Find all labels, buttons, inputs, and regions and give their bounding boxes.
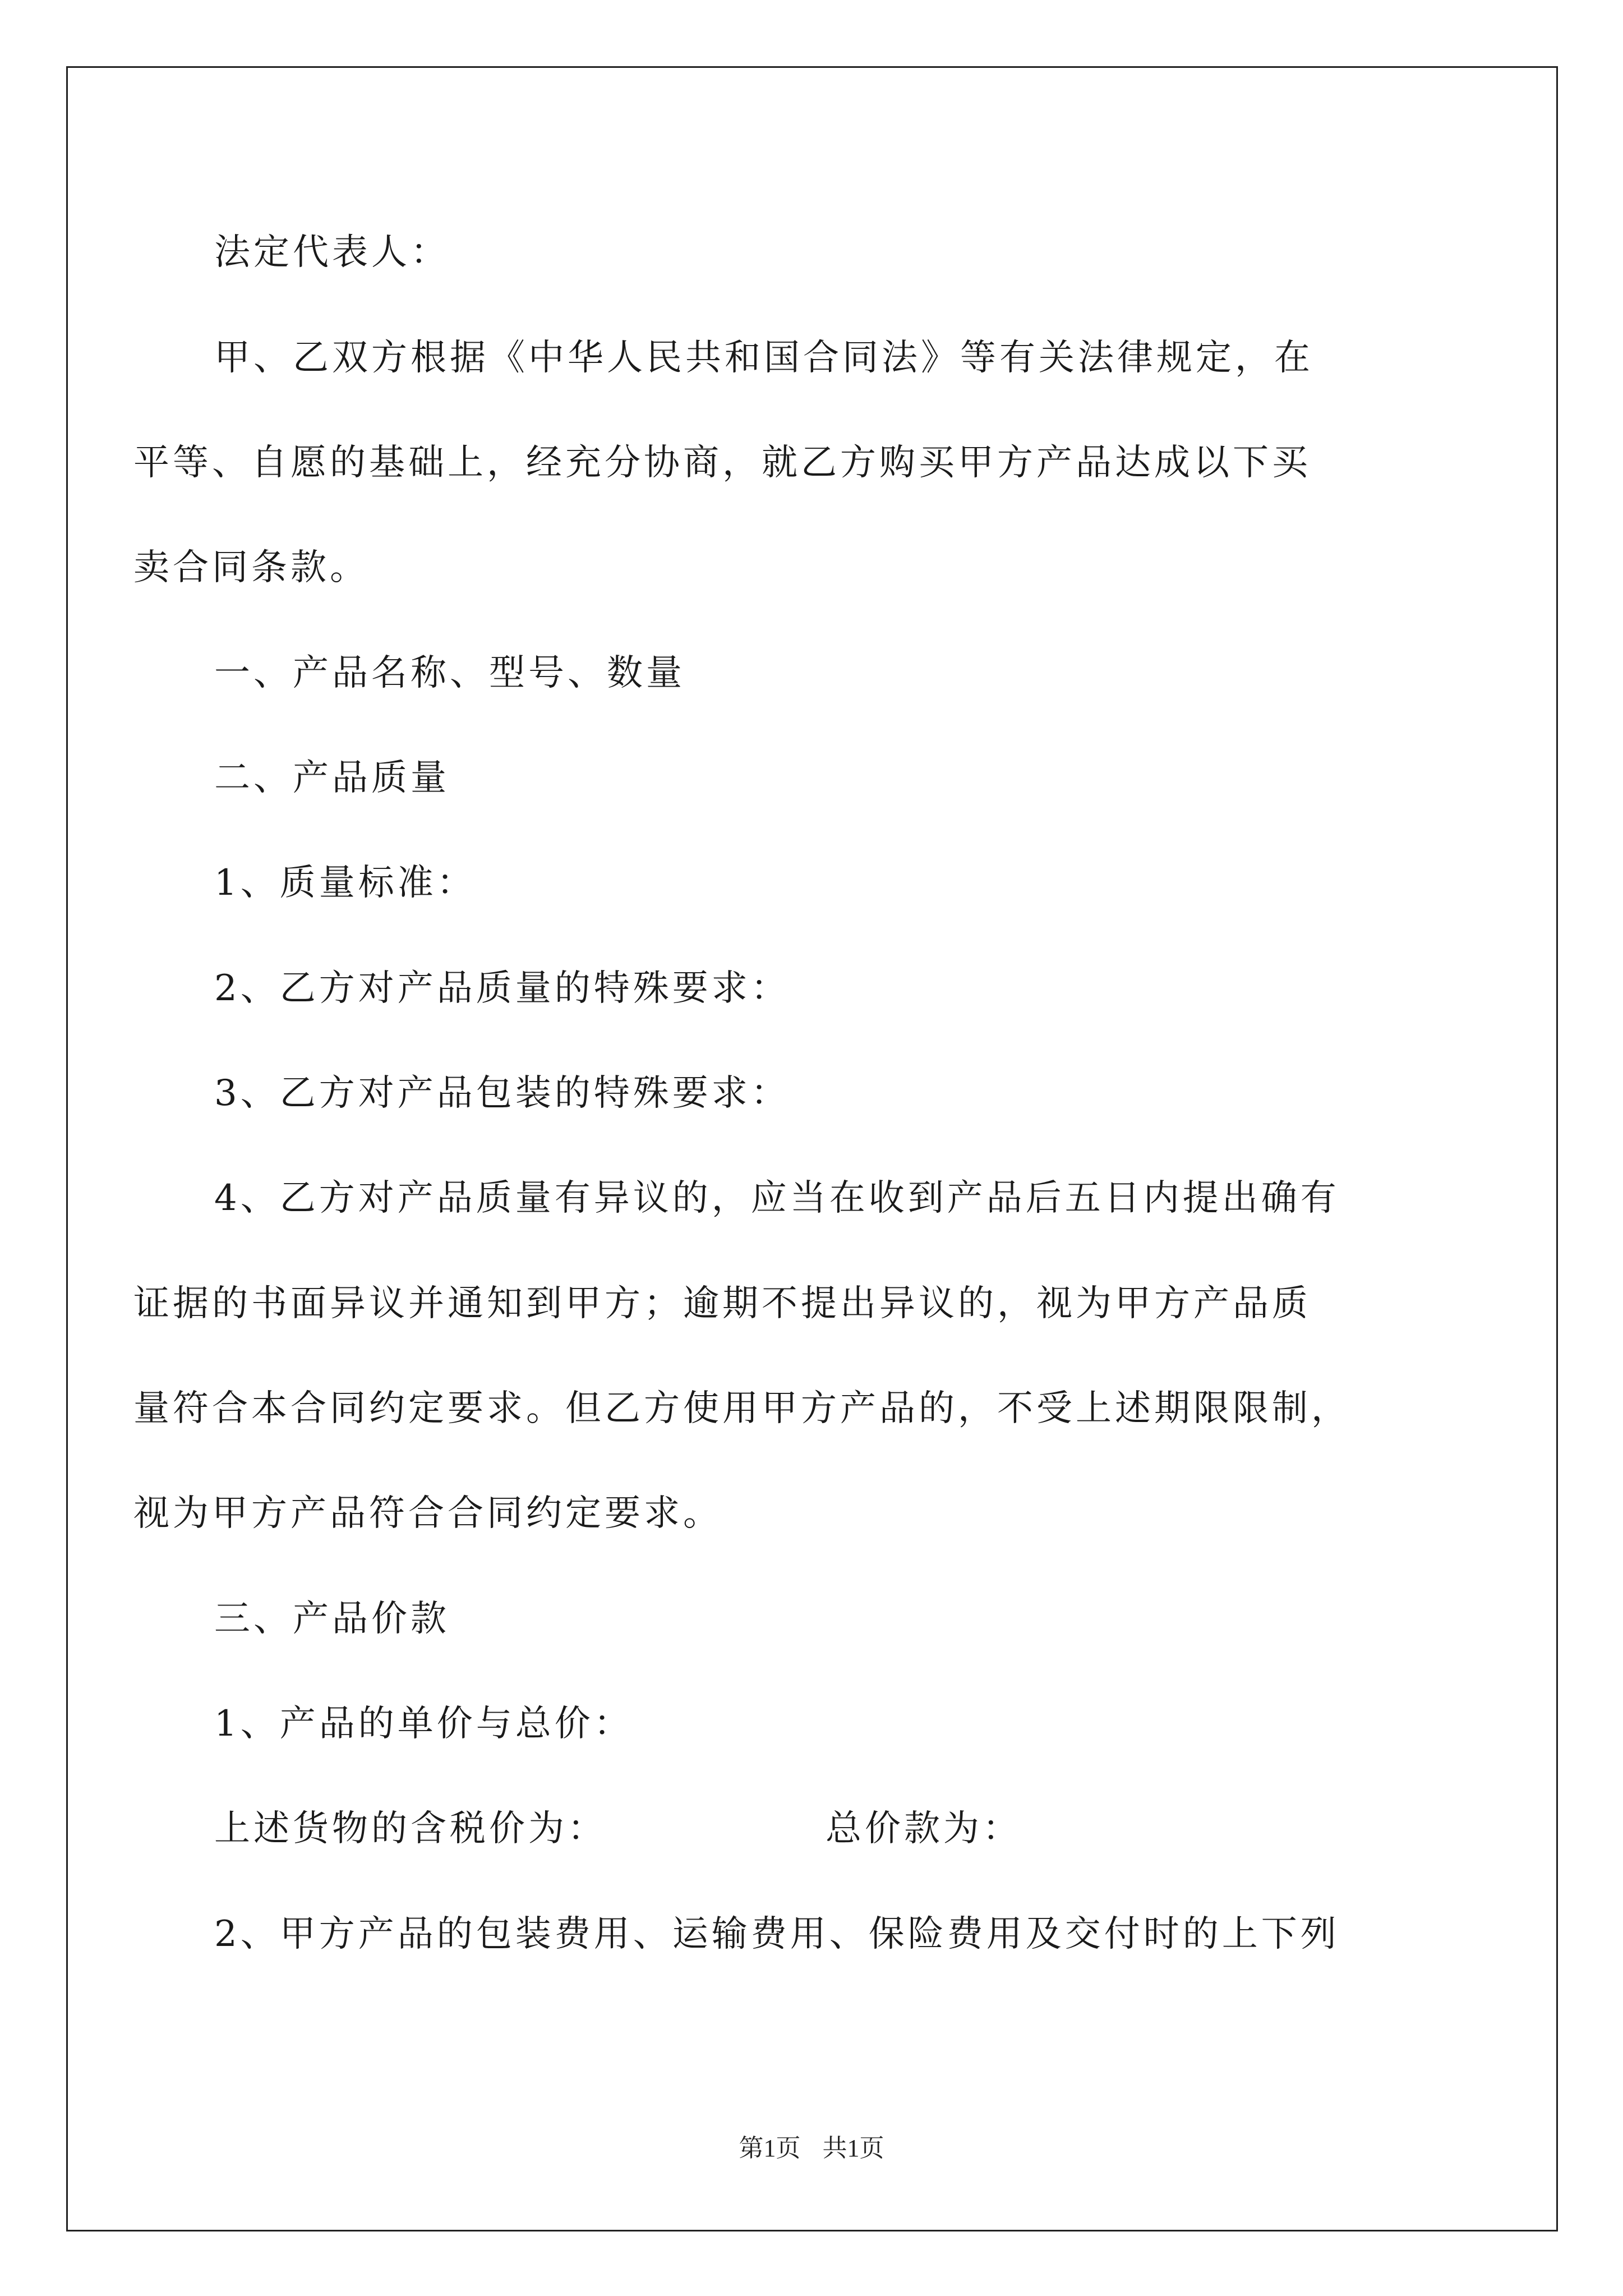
paragraph-line: 卖合同条款。	[133, 547, 369, 588]
paragraph-line: 证据的书面异议并通知到甲方；逾期不提出异议的，视为甲方产品质	[133, 1283, 1311, 1324]
section-heading: 二、产品质量	[214, 757, 450, 799]
paragraph-line: 甲、乙双方根据《中华人民共和国合同法》等有关法律规定，在	[214, 337, 1313, 379]
page-footer	[0, 2132, 1623, 2165]
section-heading: 一、产品名称、型号、数量	[214, 652, 685, 694]
page-border	[66, 66, 1558, 2231]
paragraph-line: 3、乙方对产品包装的特殊要求：	[214, 1073, 790, 1114]
paragraph-line: 平等、自愿的基础上，经充分协商，就乙方购买甲方产品达成以下买	[133, 442, 1311, 484]
page-number-total: 共1页	[822, 2134, 884, 2162]
total-price-label: 总价款为：	[826, 1808, 1022, 1849]
tax-inclusive-price-label: 上述货物的含税价为：	[214, 1808, 607, 1849]
paragraph-line: 4、乙方对产品质量有异议的，应当在收到产品后五日内提出确有	[214, 1177, 1340, 1219]
section-heading: 三、产品价款	[214, 1598, 450, 1640]
paragraph-line: 2、甲方产品的包装费用、运输费用、保险费用及交付时的上下列	[214, 1913, 1340, 1955]
page-number-current: 第1页	[739, 2134, 801, 2162]
paragraph-line: 1、产品的单价与总价：	[214, 1703, 633, 1745]
paragraph-line: 1、质量标准：	[214, 862, 476, 904]
price-line	[214, 1803, 1022, 1854]
paragraph-line: 法定代表人：	[214, 232, 450, 273]
paragraph-line: 量符合本合同约定要求。但乙方使用甲方产品的，不受上述期限限制，	[133, 1388, 1350, 1429]
paragraph-line: 视为甲方产品符合合同约定要求。	[133, 1493, 722, 1534]
paragraph-line: 2、乙方对产品质量的特殊要求：	[214, 968, 790, 1009]
